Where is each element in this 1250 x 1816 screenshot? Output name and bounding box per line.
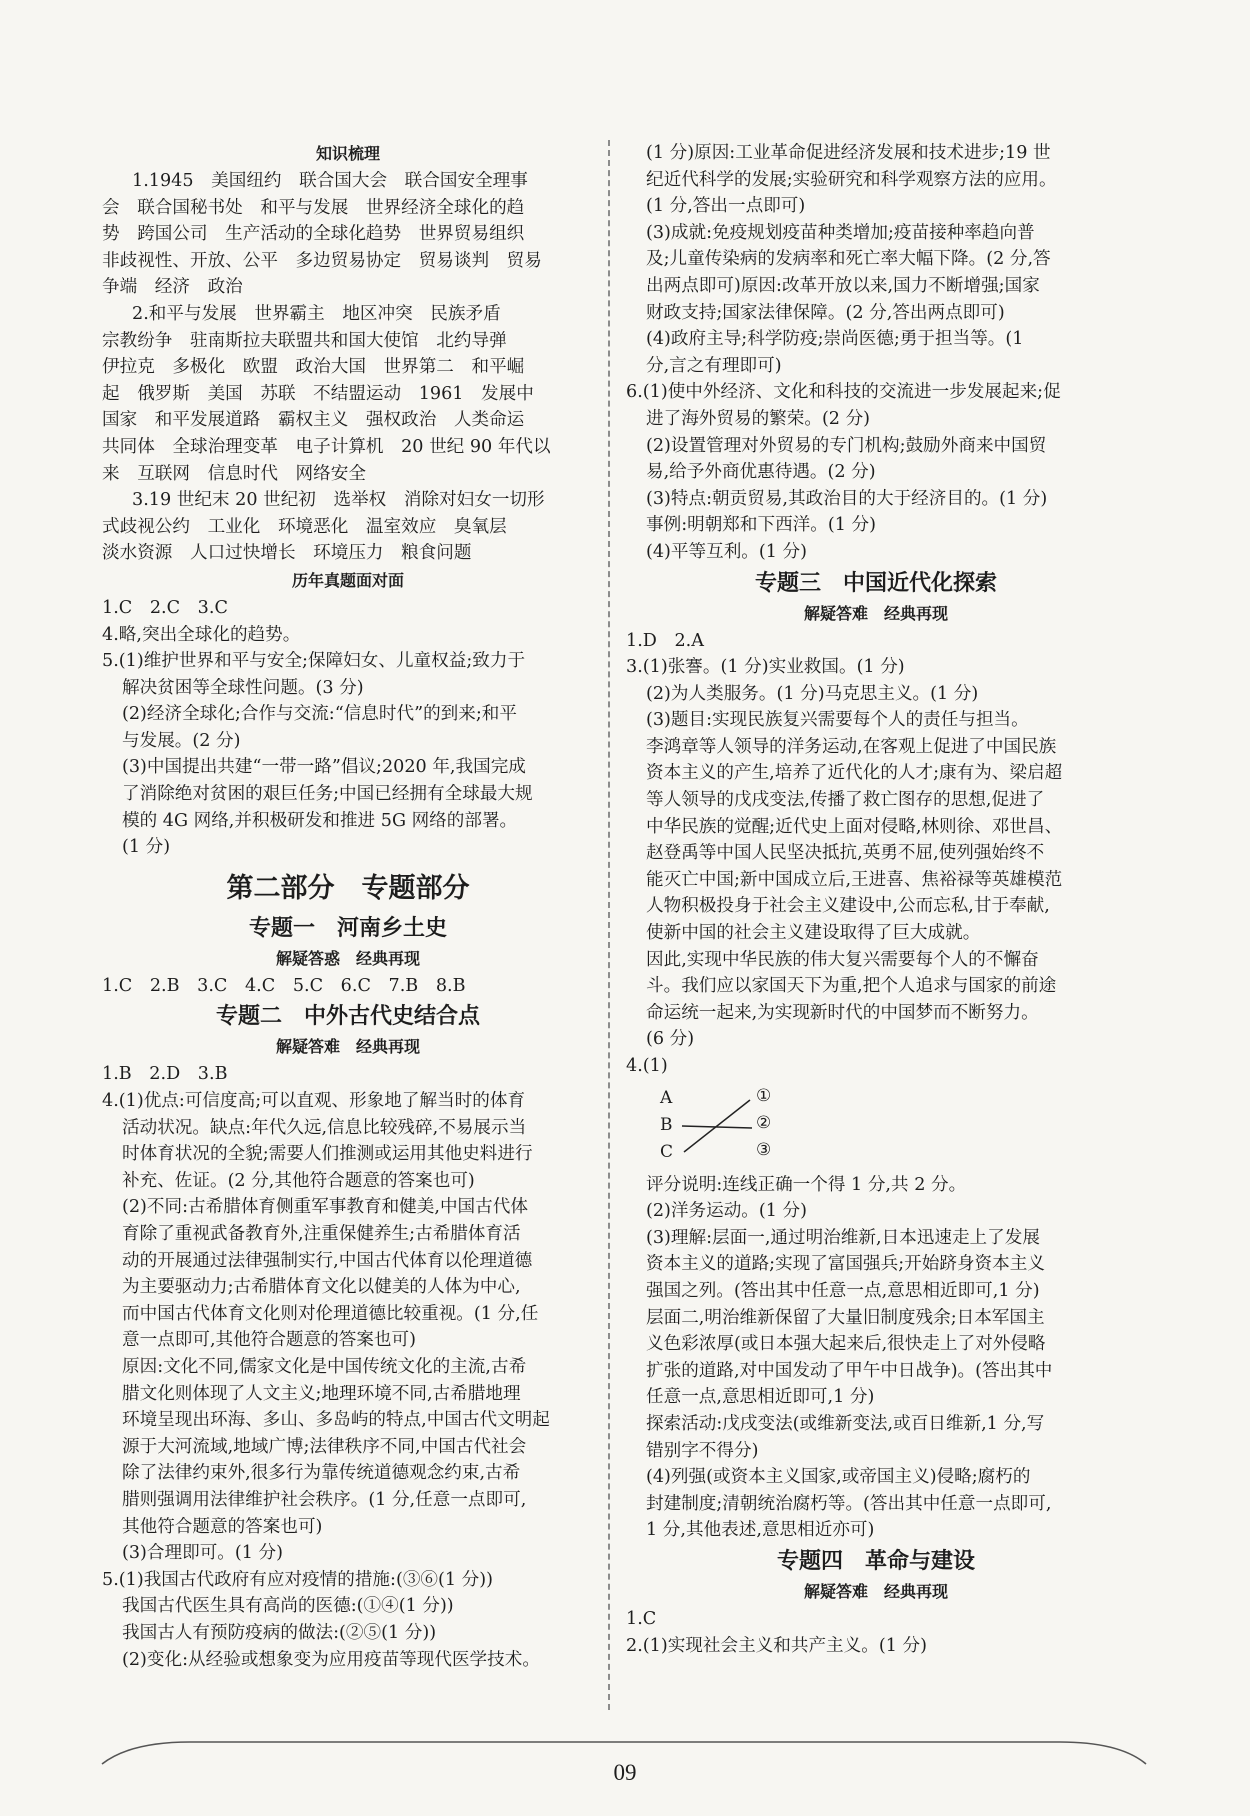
text-line: 错别字不得分) [646,1440,759,1461]
text-line: 1.C 2.C 3.C [102,597,228,618]
text-line: 层面二,明治维新保留了大量旧制度残余;日本军国主 [646,1307,1045,1328]
text-line: 5.(1)我国古代政府有应对疫情的措施:(③⑥(1 分)) [102,1569,493,1590]
text-line: 腊文化则体现了人文主义;地理环境不同,古希腊地理 [122,1383,521,1404]
topic2-block [102,1061,594,1673]
text-line: (3)理解:层面一,通过明治维新,日本迅速走上了发展 [646,1227,1040,1248]
topic1-title: 专题一 河南乡土史 [248,914,447,941]
part-title: 第二部分 专题部分 [226,872,470,904]
text-line: (3)成就:免疫规划疫苗种类增加;疫苗接种率趋向普 [646,222,1035,243]
text-line: (2)经济全球化;合作与交流:“信息时代”的到来;和平 [122,704,517,725]
text-line: 封建制度;清朝统治腐朽等。(答出其中任意一点即可, [646,1493,1052,1514]
text-line: 活动状况。缺点:年代久远,信息比较残碎,不易展示当 [122,1117,527,1138]
text-line: 意一点即可,其他符合题意的答案也可) [122,1330,416,1351]
text-line: 义色彩浓厚(或日本强大起来后,很快走上了对外侵略 [646,1334,1046,1355]
text-line: 资本主义的产生,培养了近代化的人才;康有为、梁启超 [646,763,1063,784]
text-line: 探索活动:戊戌变法(或维新变法,或百日维新,1 分,写 [646,1413,1045,1434]
topic2-title: 专题二 中外古代史结合点 [215,1003,480,1030]
text-line: 育除了重视武备教育外,注重保健养生;古希腊体育活 [122,1224,521,1244]
text-line: (3)合理即可。(1 分) [122,1543,283,1564]
text-line: 了消除绝对贫困的艰巨任务;中国已经拥有全球最大规 [122,784,533,805]
knowledge-block [102,168,594,567]
text-line: 原因:文化不同,儒家文化是中国传统文化的主流,古希 [122,1356,527,1377]
text-line: 时体育状况的全貌;需要人们推测或运用其他史料进行 [122,1144,533,1165]
left-column [102,140,594,1673]
text-line: 使新中国的社会主义建设取得了巨大成就。 [646,923,981,944]
text-line: 评分说明:连线正确一个得 1 分,共 2 分。 [646,1174,967,1195]
text-line: 2.(1)实现社会主义和共产主义。(1 分) [626,1635,927,1656]
text-line: 纪近代科学的发展;实验研究和科学观察方法的应用。 [646,169,1057,190]
match-lines [660,1084,860,1170]
text-line: (4)列强(或资本主义国家,或帝国主义)侵略;腐朽的 [646,1467,1031,1488]
text-line: 式歧视公约 工业化 环境恶化 温室效应 臭氧层 [102,516,507,537]
heading-exam: 历年真题面对面 [291,570,404,590]
text-line: (1 分,答出一点即可) [646,196,806,217]
text-line: 国家 和平发展道路 霸权主义 强权政治 人类命运 [102,410,525,431]
match-label-b: B [660,1114,673,1135]
text-line: 资本主义的道路;实现了富国强兵;开始跻身资本主义 [646,1254,1045,1275]
exam-block [102,595,594,861]
text-line: 强国之列。(答出其中任意一点,意思相近即可,1 分) [646,1280,1040,1301]
text-line: 补充、佐证。(2 分,其他符合题意的答案也可) [122,1170,475,1191]
text-line: (4)平等互利。(1 分) [646,541,807,562]
text-line: 3.(1)张謇。(1 分)实业救国。(1 分) [626,657,905,678]
text-line: 其他符合题意的答案也可) [122,1516,323,1537]
text-line: (1 分) [122,837,171,858]
topic3-title: 专题三 中国近代化探索 [754,569,997,596]
text-line: 非歧视性、开放、公平 多边贸易协定 贸易谈判 贸易 [102,250,542,271]
topic4-subtitle: 解疑答难 经典再现 [803,1581,948,1601]
text-line: (1 分)原因:工业革命促进经济发展和技术进步;19 世 [646,143,1051,163]
text-line: 财政支持;国家法律保障。(2 分,答出两点即可) [646,302,1005,323]
text-line: 共同体 全球治理变革 电子计算机 20 世纪 90 年代以 [102,436,551,457]
match-target-3: ③ [756,1139,772,1160]
text-line: 为主要驱动力;古希腊体育文化以健美的人体为中心, [122,1277,521,1298]
text-line: (4)政府主导;科学防疫;崇尚医德;勇于担当等。(1 [646,329,1024,350]
text-line: 1.D 2.A [626,630,704,651]
text-line: 会 联合国秘书处 和平与发展 世界经济全球化的趋 [102,197,525,218]
topic4-title: 专题四 革命与建设 [776,1547,975,1574]
text-line: (2)设置管理对外贸易的专门机构;鼓励外商来中国贸 [646,435,1047,456]
text-line: (2)变化:从经验或想象变为应用疫苗等现代医学技术。 [122,1649,540,1670]
text-line: 4.(1)优点:可信度高;可以直观、形象地了解当时的体育 [102,1091,526,1112]
text-line: 而中国古代体育文化则对伦理道德比较重视。(1 分,任 [122,1303,539,1324]
text-line: 命运统一起来,为实现新时代的中国梦而不断努力。 [646,1002,1039,1023]
text-line: 1 分,其他表述,意思相近亦可) [646,1520,875,1541]
heading-knowledge: 知识梳理 [315,144,380,163]
text-line: 5.(1)维护世界和平与安全;保障妇女、儿童权益;致力于 [102,651,526,672]
text-line: 斗。我们应以家国天下为重,把个人追求与国家的前途 [646,976,1057,997]
text-line: 我国古人有预防疫病的做法:(②⑤(1 分)) [122,1622,437,1643]
text-line: 来 互联网 信息时代 网络安全 [102,463,366,484]
text-line: 任意一点,意思相近即可,1 分) [646,1387,875,1408]
text-line: 4.(1) [626,1056,668,1076]
text-line: 与发展。(2 分) [122,730,241,751]
text-line: 1.B 2.D 3.B [102,1064,228,1085]
text-line: 1.C [626,1608,657,1629]
text-line: 赵登禹等中国人民坚决抵抗,英勇不屈,使列强始终不 [646,843,1045,864]
text-line: 我国古代医生具有高尚的医德:(①④(1 分)) [122,1596,454,1617]
text-line: 2.和平与发展 世界霸主 地区冲突 民族矛盾 [132,303,501,324]
text-line: (3)中国提出共建“一带一路”倡议;2020 年,我国完成 [122,757,526,778]
text-line: 进了海外贸易的繁荣。(2 分) [646,408,871,429]
text-line: 动的开展通过法律强制实行,中国古代体育以伦理道德 [122,1250,533,1271]
text-line: 环境呈现出环海、多山、多岛屿的特点,中国古代文明起 [122,1410,550,1431]
text-line: 解决贫困等全球性问题。(3 分) [122,677,364,698]
topic3-block [626,628,1126,1080]
text-line: 腊则强调用法律维护社会秩序。(1 分,任意一点即可, [122,1489,527,1510]
match-target-1: ① [756,1085,772,1106]
text-line: 及;儿童传染病的发病率和死亡率大幅下降。(2 分,答 [646,249,1051,270]
topic2-subtitle: 解疑答难 经典再现 [275,1037,420,1057]
text-line: 分,言之有理即可) [646,355,782,376]
text-line: 1.1945 美国纽约 联合国大会 联合国安全理事 [132,171,528,191]
text-line: 易,给予外商优惠待遇。(2 分) [646,462,876,483]
match-label-a: A [660,1087,673,1108]
text-line: 扩张的道路,对中国发动了甲午中日战争)。(答出其中 [646,1360,1053,1381]
text-line: 等人领导的戊戌变法,传播了救亡图存的思想,促进了 [646,790,1045,811]
page-number: 09 [613,1760,637,1785]
text-line: 伊拉克 多极化 欧盟 政治大国 世界第二 和平崛 [102,357,525,378]
text-line: 势 跨国公司 生产活动的全球化趋势 世界贸易组织 [102,224,525,245]
topic4-block [626,1606,1126,1659]
text-line: 除了法律约束外,很多行为靠传统道德观念约束,古希 [122,1463,521,1484]
text-line: (2)洋务运动。(1 分) [646,1201,807,1222]
text-line: 4.略,突出全球化的趋势。 [102,624,301,645]
text-line: 中华民族的觉醒;近代史上面对侵略,林则徐、邓世昌、 [646,816,1063,837]
right-column [626,140,1126,1659]
text-line: 6.(1)使中外经济、文化和科技的交流进一步发展起来;促 [626,382,1061,403]
text-line: 出两点即可)原因:改革开放以来,国力不断增强;国家 [646,275,1040,296]
text-line: 源于大河流域,地域广博;法律秩序不同,中国古代社会 [122,1436,527,1457]
text-line: 事例:明朝郑和下西洋。(1 分) [646,515,876,536]
text-line: (6 分) [646,1029,695,1050]
text-line: 争端 经济 政治 [102,277,243,298]
text-line: (3)题目:实现民族复兴需要每个人的责任与担当。 [646,710,1029,731]
text-line: 能灭亡中国;新中国成立后,王进喜、焦裕禄等英雄模范 [646,869,1063,890]
text-line: (2)不同:古希腊体育侧重军事教育和健美,中国古代体 [122,1197,528,1218]
column-divider [608,140,610,1710]
text-line: (3)特点:朝贡贸易,其政治目的大于经济目的。(1 分) [646,488,1048,509]
text-line: 人物积极投身于社会主义建设中,公而忘私,甘于奉献, [646,896,1050,917]
match-target-2: ② [756,1112,772,1133]
text-line: 宗教纷争 驻南斯拉夫联盟共和国大使馆 北约导弹 [102,330,507,351]
continued-block [626,140,1126,566]
text-line: 淡水资源 人口过快增长 环境压力 粮食问题 [102,543,472,564]
match-label-c: C [660,1141,674,1162]
text-line: 起 俄罗斯 美国 苏联 不结盟运动 1961 发展中 [102,383,534,404]
text-line: 模的 4G 网络,并积极研发和推进 5G 网络的部署。 [122,810,518,831]
text-line: 李鸿章等人领导的洋务运动,在客观上促进了中国民族 [646,736,1057,757]
matching-diagram [660,1084,860,1170]
topic3-subtitle: 解疑答难 经典再现 [803,603,948,623]
text-line: 因此,实现中华民族的伟大复兴需要每个人的不懈奋 [646,949,1039,970]
topic3-block-2 [626,1172,1126,1544]
text-line: 3.19 世纪末 20 世纪初 选举权 消除对妇女一切形 [132,490,545,511]
topic1-subtitle: 解疑答惑 经典再现 [275,948,420,968]
topic1-answers: 1.C 2.B 3.C 4.C 5.C 6.C 7.B 8.B [102,975,466,996]
text-line: (2)为人类服务。(1 分)马克思主义。(1 分) [646,683,979,704]
